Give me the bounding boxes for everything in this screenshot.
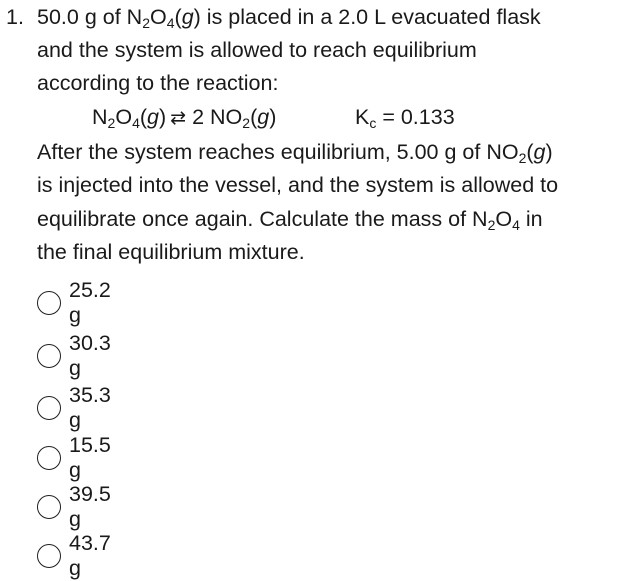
question-line-7: equilibrate once again. Calculate the mass of $N_2O_4$ in bbox=[37, 207, 543, 233]
question-line-2: and the system is allowed to reach equilibrium bbox=[37, 38, 477, 62]
equilibrium-constant: $K_c = 0.133$ bbox=[355, 105, 455, 131]
answer-option[interactable] bbox=[37, 433, 111, 482]
answer-option-label: 43.7 g bbox=[69, 531, 111, 580]
radio-button[interactable] bbox=[37, 446, 61, 470]
answer-option[interactable] bbox=[37, 278, 111, 327]
radio-button[interactable] bbox=[37, 544, 61, 568]
answer-option-label: 15.5 g bbox=[69, 433, 111, 482]
answer-option[interactable] bbox=[37, 331, 111, 380]
answer-option-label: 35.3 g bbox=[69, 383, 111, 432]
reaction-equation: $N_2O_4(g)$ ⇄ 2 $NO_2(g)$ bbox=[92, 100, 276, 136]
question-line-5: After the system reaches equilibrium, 5.00 g of $NO_2(g)$ bbox=[37, 140, 553, 166]
radio-button[interactable] bbox=[37, 396, 61, 420]
answer-option-label: 25.2 g bbox=[69, 278, 111, 327]
equilibrium-arrow-icon: ⇄ bbox=[170, 108, 187, 129]
question-line-3: according to the reaction: bbox=[37, 71, 279, 95]
radio-button[interactable] bbox=[37, 344, 61, 368]
answer-option[interactable] bbox=[37, 531, 111, 580]
answer-option[interactable] bbox=[37, 482, 111, 531]
answer-option[interactable] bbox=[37, 383, 111, 432]
radio-button[interactable] bbox=[37, 291, 61, 315]
radio-button[interactable] bbox=[37, 495, 61, 519]
question-line-6: is injected into the vessel, and the system is allowed to bbox=[37, 173, 559, 197]
question-number: 1. bbox=[6, 5, 24, 29]
question-line-1: 50.0 g of $N_2O_4(g)$ is placed in a 2.0 L evacuated flask bbox=[37, 5, 541, 31]
answer-option-label: 39.5 g bbox=[69, 482, 111, 531]
question-line-8: the final equilibrium mixture. bbox=[37, 240, 305, 264]
answer-option-label: 30.3 g bbox=[69, 331, 111, 380]
